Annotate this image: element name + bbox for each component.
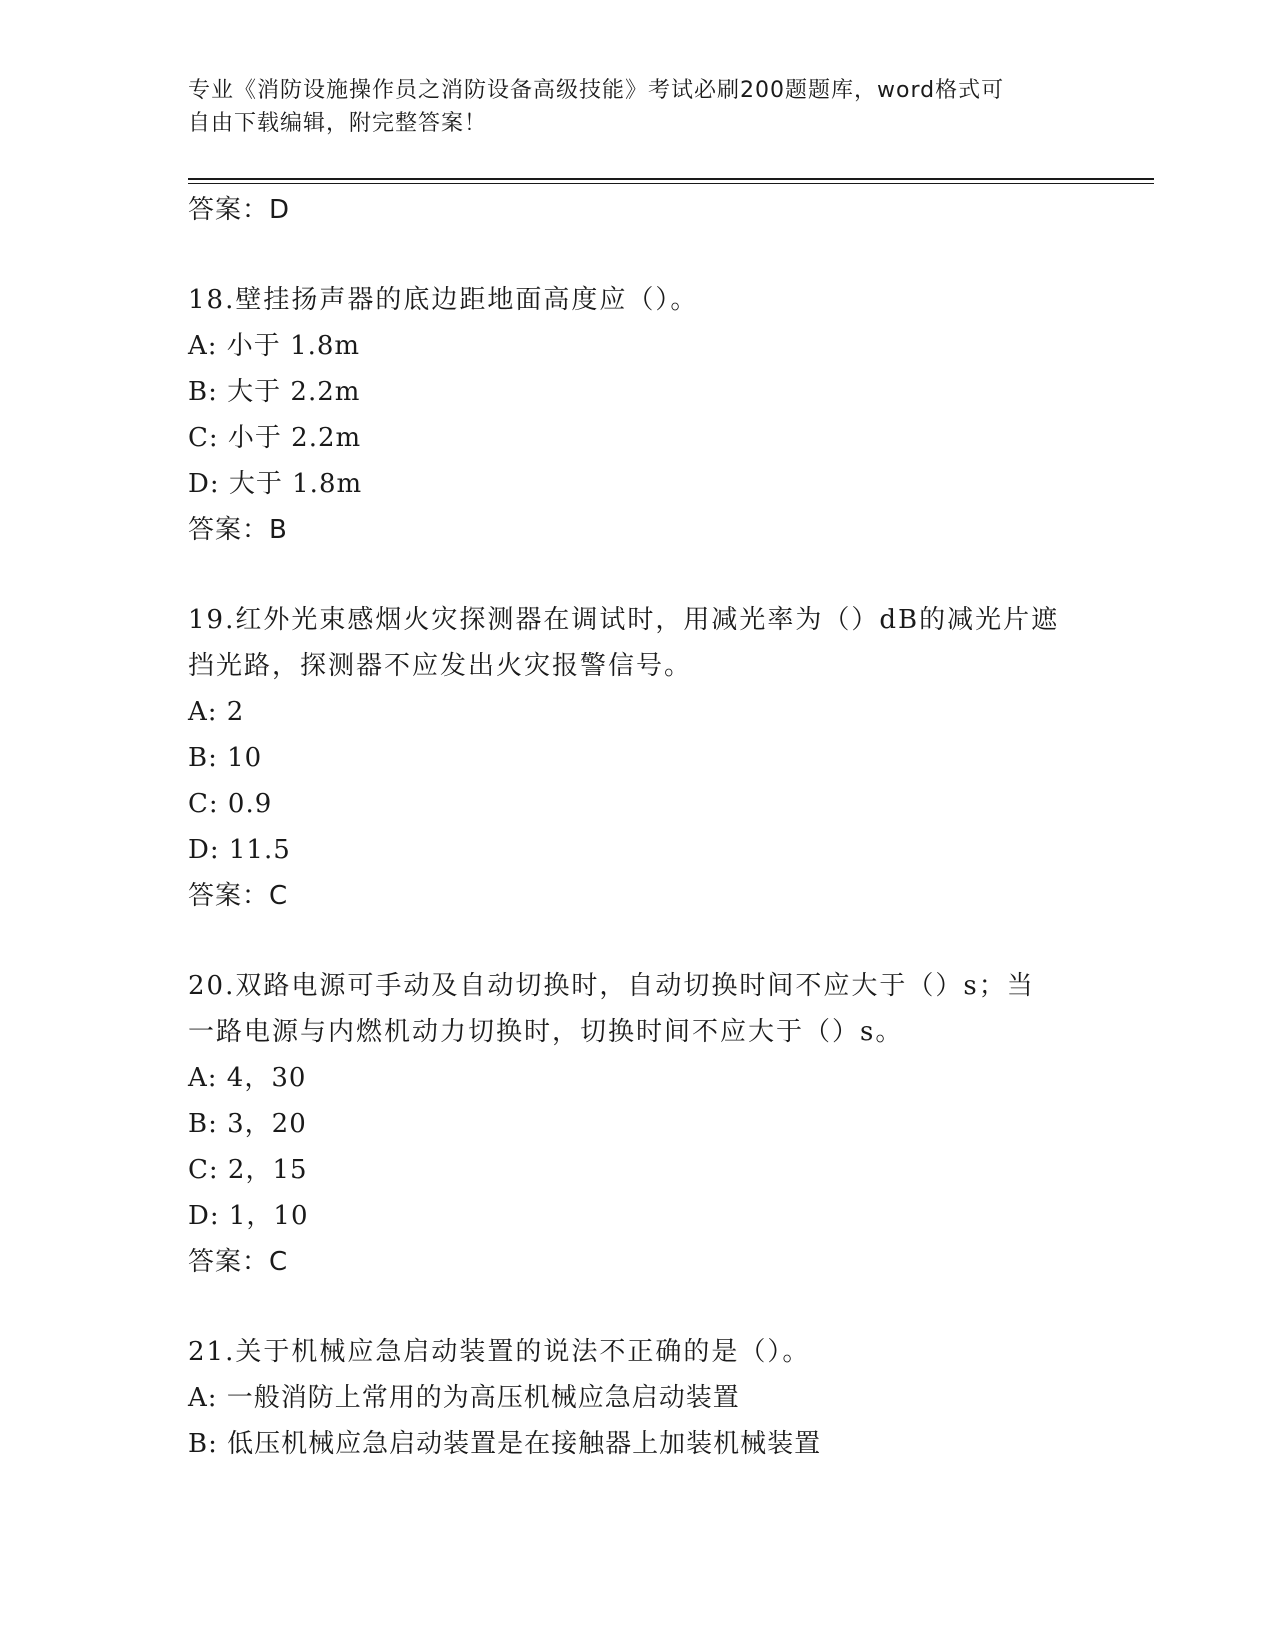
answer-line: 答案：C xyxy=(188,881,289,911)
answer-line: 答案：C xyxy=(188,1247,289,1277)
option-c: C: 小于 2.2m xyxy=(188,423,362,453)
header-rule-thin xyxy=(188,183,1154,184)
question-stem-line-2: 挡光路，探测器不应发出火灾报警信号。 xyxy=(188,651,693,681)
option-b: B: 低压机械应急启动装置是在接触器上加装机械装置 xyxy=(188,1429,822,1459)
option-d: D: 1，10 xyxy=(188,1201,309,1231)
option-d: D: 大于 1.8m xyxy=(188,469,363,499)
question-21 xyxy=(188,1329,1088,1467)
document-header xyxy=(188,74,1088,140)
option-a: A: 小于 1.8m xyxy=(188,331,361,361)
header-rule-thick xyxy=(188,178,1154,180)
header-line-1: 专业《消防设施操作员之消防设备高级技能》考试必刷200题题库，word格式可 xyxy=(188,78,1005,103)
question-19 xyxy=(188,597,1088,919)
option-b: B: 3，20 xyxy=(188,1109,307,1139)
question-18 xyxy=(188,277,1088,553)
question-20 xyxy=(188,963,1088,1285)
option-c: C: 0.9 xyxy=(188,789,273,819)
option-d: D: 11.5 xyxy=(188,835,291,865)
option-a: A: 一般消防上常用的为高压机械应急启动装置 xyxy=(188,1383,740,1413)
document-body xyxy=(188,187,1088,1467)
answer-line: 答案：D xyxy=(188,195,291,225)
option-b: B: 大于 2.2m xyxy=(188,377,361,407)
question-stem-line-1: 19.红外光束感烟火灾探测器在调试时，用减光率为（）dB的减光片遮 xyxy=(188,605,1060,635)
option-a: A: 4，30 xyxy=(188,1063,307,1093)
option-a: A: 2 xyxy=(188,697,245,727)
question-stem: 21.关于机械应急启动装置的说法不正确的是（）。 xyxy=(188,1337,811,1367)
option-b: B: 10 xyxy=(188,743,263,773)
question-stem: 18.壁挂扬声器的底边距地面高度应（）。 xyxy=(188,285,699,315)
question-stem-line-2: 一路电源与内燃机动力切换时，切换时间不应大于（）s。 xyxy=(188,1017,904,1047)
question-stem-line-1: 20.双路电源可手动及自动切换时，自动切换时间不应大于（）s；当 xyxy=(188,971,1035,1001)
header-line-2: 自由下载编辑，附完整答案！ xyxy=(188,111,488,136)
option-c: C: 2，15 xyxy=(188,1155,308,1185)
answer-line: 答案：B xyxy=(188,515,288,545)
